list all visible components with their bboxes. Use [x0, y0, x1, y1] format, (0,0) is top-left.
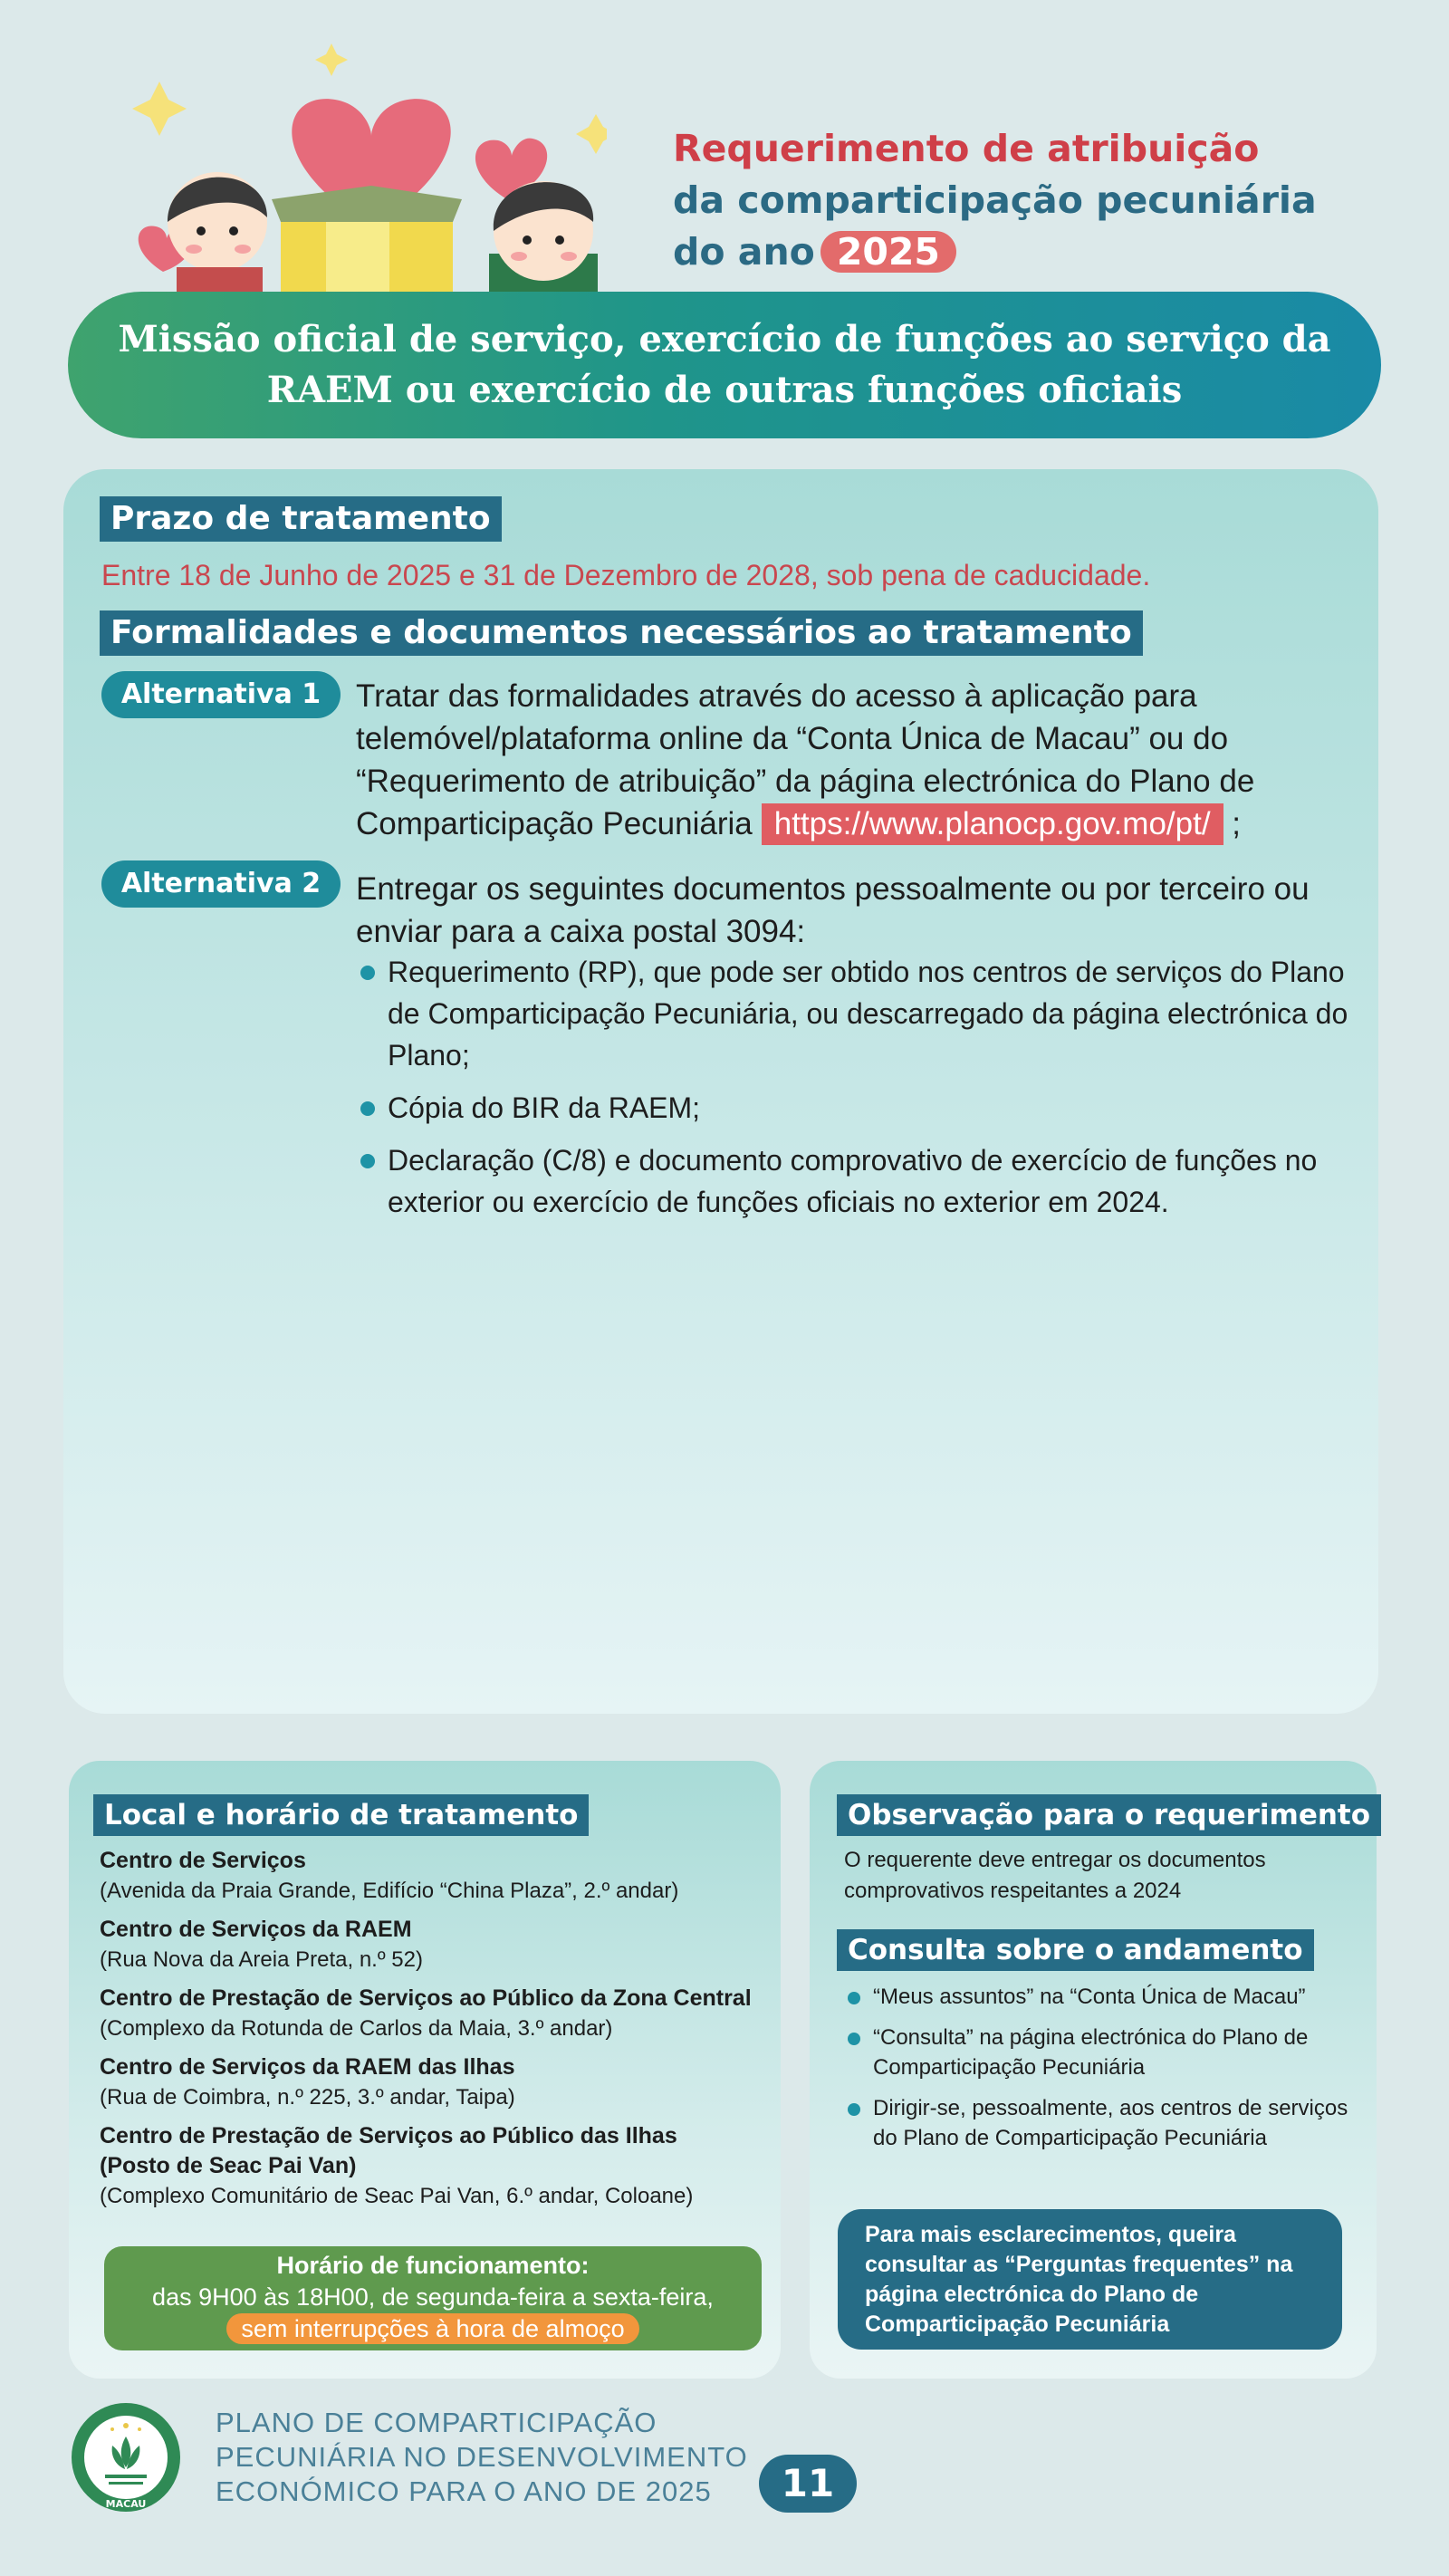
list-item	[100, 2052, 770, 2112]
title-line-1: Requerimento de atribuição	[673, 127, 1260, 170]
list-item: Cópia do BIR da RAEM;	[360, 1087, 1357, 1129]
list-item: “Meus assuntos” na “Conta Única de Macau”	[848, 1982, 1364, 2012]
list-item	[100, 1915, 770, 1975]
page-title	[673, 123, 1397, 278]
observation-text: O requerente deve entregar os documentos comprovativos respeitantes a 2024	[844, 1848, 1266, 1903]
center-name: Centro de Serviços da RAEM	[100, 1917, 412, 1942]
page-number: 11	[759, 2455, 857, 2513]
character-right	[489, 181, 598, 299]
hours-text: das 9H00 às 18H00, de segunda-feira a sexta-feira,	[152, 2283, 714, 2311]
alternative-1-badge: Alternativa 1	[101, 671, 341, 718]
list-item: Requerimento (RP), que pode ser obtido nos centros de serviços do Plano de Comparticipação Pecuniária, ou descarregado da página electrónica do Plano;	[360, 951, 1357, 1076]
list-item	[100, 1984, 770, 2043]
service-centers-list	[100, 1846, 770, 2220]
footer-plan-name	[216, 2406, 748, 2509]
character-left	[168, 172, 267, 299]
list-item	[100, 2121, 770, 2211]
footer-line-3: ECONÓMICO PARA O ANO DE 2025	[216, 2475, 712, 2507]
center-name: Centro de Serviços da RAEM das Ilhas	[100, 2054, 515, 2080]
emblem-caption: MACAU	[105, 2498, 147, 2510]
hours-note: sem interrupções à hora de almoço	[226, 2313, 638, 2344]
list-item: “Consulta” na página electrónica do Plano de Comparticipação Pecuniária	[848, 2023, 1364, 2082]
deadline-heading: Prazo de tratamento	[100, 496, 502, 542]
center-address: (Complexo da Rotunda de Carlos da Maia, 3.º andar)	[100, 2016, 613, 2041]
center-name: Centro de Prestação de Serviços ao Público da Zona Central	[100, 1985, 752, 2011]
alternative-2-badge: Alternativa 2	[101, 860, 341, 908]
title-line-2: da comparticipação pecuniária	[673, 178, 1317, 222]
progress-heading: Consulta sobre o andamento	[837, 1929, 1314, 1971]
progress-list	[848, 1982, 1364, 2164]
alternative-1-text	[356, 675, 1361, 845]
center-address: (Complexo Comunitário de Seac Pai Van, 6.º andar, Coloane)	[100, 2184, 694, 2208]
center-name: Centro de Prestação de Serviços ao Público das Ilhas (Posto de Seac Pai Van)	[100, 2123, 677, 2178]
alternative-1-trail: ;	[1232, 806, 1242, 841]
center-address: (Rua Nova da Areia Preta, n.º 52)	[100, 1947, 423, 1972]
list-item: Dirigir-se, pessoalmente, aos centros de serviços do Plano de Comparticipação Pecuniária	[848, 2093, 1364, 2153]
opening-hours-box	[104, 2246, 762, 2350]
hours-title: Horário de funcionamento:	[276, 2252, 590, 2279]
center-address: (Rua de Coimbra, n.º 225, 3.º andar, Taipa)	[100, 2085, 515, 2110]
banner-line-1: Missão oficial de serviço, exercício de funções ao serviço da	[118, 318, 1331, 360]
title-line-3-text: do ano	[673, 230, 815, 274]
list-item	[100, 1846, 770, 1906]
title-line-3	[673, 226, 1397, 278]
gift-box	[272, 186, 462, 299]
year-badge: 2025	[820, 231, 956, 273]
header-illustration	[100, 27, 607, 299]
center-address: (Avenida da Praia Grande, Edifício “China Plaza”, 2.º andar)	[100, 1879, 679, 1903]
center-name: Centro de Serviços	[100, 1848, 306, 1873]
deadline-text: Entre 18 de Junho de 2025 e 31 de Dezembro de 2028, sob pena de caducidade.	[101, 559, 1151, 591]
alternative-2-text: Entregar os seguintes documentos pessoalmente ou por terceiro ou enviar para a caixa postal 3094:	[356, 871, 1310, 949]
category-banner	[68, 292, 1381, 438]
list-item: Declaração (C/8) e documento comprovativo de exercício de funções no exterior ou exercício de funções oficiais no exterior em 2024.	[360, 1139, 1357, 1223]
faq-note: Para mais esclarecimentos, queira consultar as “Perguntas frequentes” na página electrónica do Plano de Comparticipação Pecuniária	[838, 2209, 1342, 2350]
footer-line-2: PECUNIÁRIA NO DESENVOLVIMENTO	[216, 2441, 748, 2473]
footer-line-1: PLANO DE COMPARTICIPAÇÃO	[216, 2407, 657, 2438]
documents-list	[360, 951, 1357, 1234]
macau-emblem-icon	[69, 2400, 183, 2514]
locations-heading: Local e horário de tratamento	[93, 1794, 589, 1836]
observations-heading: Observação para o requerimento	[837, 1794, 1381, 1836]
banner-line-2: RAEM ou exercício de outras funções oficiais	[266, 369, 1183, 411]
formalities-heading: Formalidades e documentos necessários ao tratamento	[100, 610, 1143, 656]
website-link[interactable]: https://www.planocp.gov.mo/pt/	[762, 803, 1223, 845]
alternative-1-description: Tratar das formalidades através do acesso à aplicação para telemóvel/plataforma online da “Conta Única de Macau” ou do “Requerimento de atribuição” da página electrónica do Plano de Comparticipação Pecuniária	[356, 678, 1255, 841]
